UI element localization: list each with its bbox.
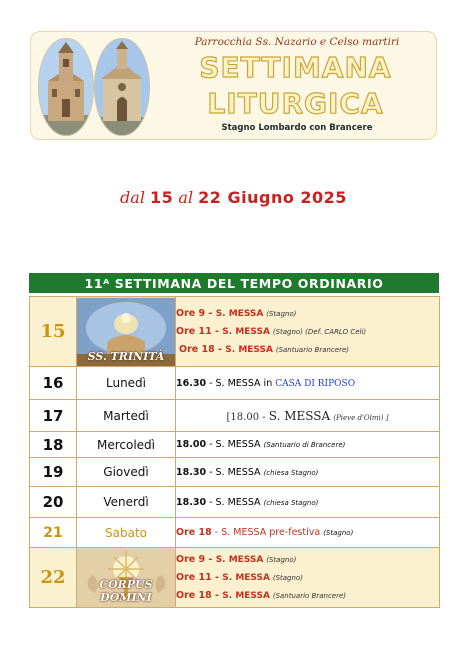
- feast-image-corpus-domini: [77, 548, 176, 608]
- mass-entry: Ore 18 - S. MESSA (Santuario Brancere): [179, 343, 350, 355]
- day-name: Mercoledì: [77, 432, 176, 458]
- day-number: 16: [30, 367, 77, 400]
- parish-name: Parrocchia Ss. Nazario e Celso martiri: [194, 36, 400, 48]
- mass-entry: Ore 9 - S. MESSA (Stagno): [176, 553, 297, 565]
- mass-entry: Ore 11 - S. MESSA (Stagno) (Def. CARLO Celi): [176, 325, 367, 337]
- title-liturgica: LITURGICA: [207, 87, 384, 120]
- from-word: dal: [120, 188, 145, 207]
- day-number: 21: [30, 518, 77, 548]
- schedule-table: [29, 296, 440, 608]
- to-date: 22 Giugno 2025: [198, 188, 347, 207]
- schedule-row-15: [30, 297, 440, 367]
- schedule-row-18: [30, 432, 440, 458]
- day-number: 15: [30, 297, 77, 367]
- day-number: 20: [30, 487, 77, 518]
- mass-entry: Ore 11 - S. MESSA (Stagno): [176, 571, 303, 583]
- mass-entry: 18.30 - S. MESSA (chiesa Stagno): [176, 458, 440, 487]
- feast-caption: SS. TRINITÀ: [87, 349, 165, 363]
- church-photo-stagno: [38, 38, 94, 136]
- schedule-row-20: [30, 487, 440, 518]
- mass-entry: 18.30 - S. MESSA (chiesa Stagno): [176, 487, 440, 518]
- day-name: Sabato: [77, 518, 176, 548]
- mass-entry: Ore 18 - S. MESSA (Santuario Brancere): [176, 589, 347, 601]
- to-word: al: [178, 188, 194, 207]
- week-banner: 11ᴬ SETTIMANA DEL TEMPO ORDINARIO: [29, 273, 439, 293]
- schedule-row-17: [30, 400, 440, 432]
- mass-list: [176, 297, 440, 367]
- feast-caption: CORPUS DOMINI: [99, 577, 153, 604]
- from-day: 15: [150, 188, 174, 207]
- schedule-row-22: [30, 548, 440, 608]
- mass-entry: Ore 9 - S. MESSA (Stagno): [176, 307, 297, 319]
- feast-image-trinity: [77, 297, 176, 367]
- schedule-row-19: [30, 458, 440, 487]
- day-name: Lunedì: [77, 367, 176, 400]
- day-number: 18: [30, 432, 77, 458]
- title-settimana: SETTIMANA: [199, 51, 392, 84]
- day-name: Martedì: [77, 400, 176, 432]
- day-number: 19: [30, 458, 77, 487]
- mass-entry: Ore 18 - S. MESSA pre-festiva (Stagno): [176, 518, 440, 548]
- mass-entry: 16.30 - S. MESSA in CASA DI RIPOSO: [176, 367, 440, 400]
- bulletin-header: [30, 31, 437, 140]
- mass-entry: 18.00 - S. MESSA (Santuario di Brancere): [176, 432, 440, 458]
- date-range: [0, 188, 467, 207]
- mass-entry: [18.00 - S. MESSA (Pieve d'Olmi) ]: [176, 400, 440, 432]
- day-name: Giovedì: [77, 458, 176, 487]
- schedule-row-21: [30, 518, 440, 548]
- location-subtitle: Stagno Lombardo con Brancere: [221, 123, 373, 133]
- day-name: Venerdì: [77, 487, 176, 518]
- church-photo-brancere: [94, 38, 150, 136]
- schedule-row-16: [30, 367, 440, 400]
- day-number: 22: [30, 548, 77, 608]
- day-number: 17: [30, 400, 77, 432]
- mass-list: [176, 548, 440, 608]
